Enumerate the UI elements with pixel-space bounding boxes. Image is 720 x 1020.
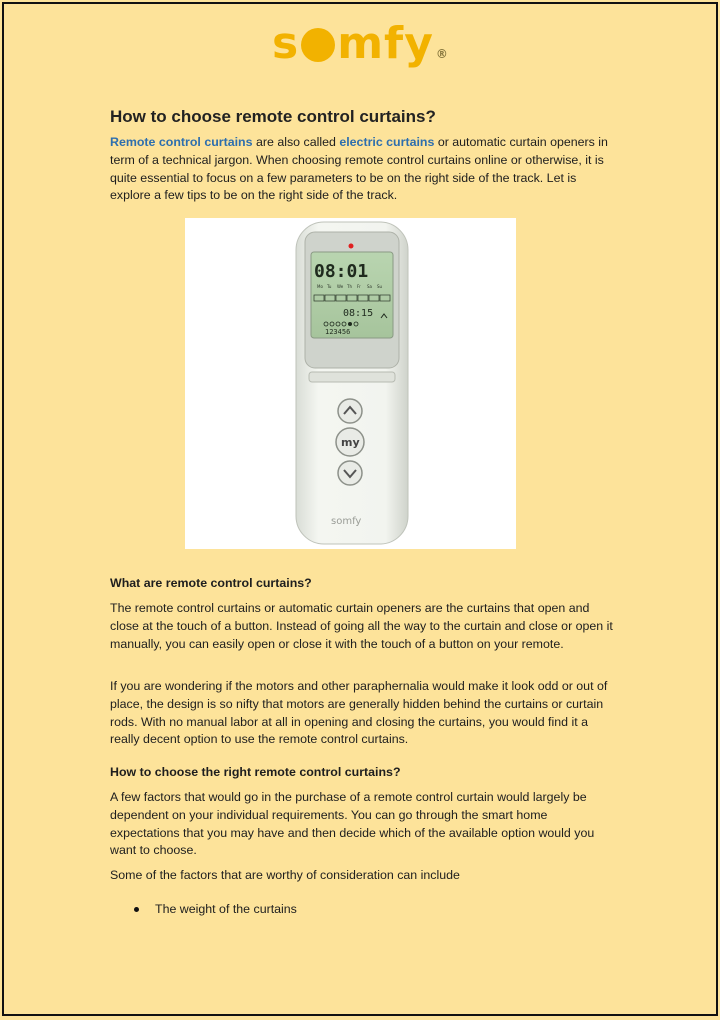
somfy-logo — [272, 18, 449, 69]
lcd-time-2: 08:15 — [343, 308, 374, 319]
document-page — [2, 2, 718, 1016]
remote-control-illustration — [185, 218, 516, 549]
svg-text:Tu: Tu — [327, 284, 332, 289]
svg-text:Th: Th — [347, 284, 352, 289]
section2-paragraph-1: A few factors that would go in the purchase of a remote control curtain would largely be dependent on your individual requirements. You can go through the smart home expectations that you may have and then decide which of the available option would you want to choose. — [110, 790, 595, 858]
svg-text:Su: Su — [377, 284, 383, 289]
remote-control-curtains-link[interactable]: Remote control curtains — [110, 135, 253, 149]
section1-paragraph-1: The remote control curtains or automatic curtain openers are the curtains that open and close at the touch of a button. Instead of going all the way to the curtain and close or open it manually, you can easily open or close it with the touch of a button on your remote. — [110, 601, 613, 651]
intro-text-2: or automatic curtain openers in term of a technical jargon. When choosing remote control curtains online or otherwise, it is quite essential to focus on a few parameters to be on the right side of the track. Let is explore a few tips to be on the right side of the track. — [110, 135, 608, 203]
lcd-time: 08:01 — [314, 261, 369, 282]
section1-heading: What are remote control curtains? — [110, 576, 312, 590]
section2-heading: How to choose the right remote control curtains? — [110, 765, 401, 779]
my-button-label: my — [341, 436, 360, 449]
svg-text:Fr: Fr — [357, 284, 361, 289]
electric-curtains-link[interactable]: electric curtains — [339, 135, 435, 149]
svg-text:We: We — [337, 284, 344, 289]
down-button[interactable] — [338, 461, 362, 485]
intro-paragraph — [110, 134, 620, 205]
remote-brand-label: somfy — [331, 516, 362, 527]
list-item-label: The weight of the curtains — [155, 902, 297, 916]
remote-control-photo — [185, 218, 516, 549]
svg-text:Sa: Sa — [367, 284, 372, 289]
logo-letter-s: s — [272, 18, 300, 69]
svg-text:Mo: Mo — [317, 284, 323, 289]
bullet-icon — [134, 907, 139, 912]
registered-mark: ® — [435, 47, 449, 61]
list-item — [134, 902, 297, 916]
section1-paragraph-2: If you are wondering if the motors and other paraphernalia would make it look odd or out of place, the design is so nifty that motors are generally hidden behind the curtains or curtain rods. With no manual labor at all in opening and closing the curtains, you would find it a really decent option to use the remote control curtains. — [110, 679, 608, 747]
intro-text-1: are also called — [252, 135, 340, 149]
lcd-channels: 123456 — [325, 328, 351, 336]
logo-letters-mfy: mfy — [337, 18, 434, 69]
logo-o-dot — [301, 28, 335, 62]
up-button[interactable] — [338, 399, 362, 423]
page-title: How to choose remote control curtains? — [110, 107, 436, 126]
section2-paragraph-2: Some of the factors that are worthy of consideration can include — [110, 868, 460, 882]
